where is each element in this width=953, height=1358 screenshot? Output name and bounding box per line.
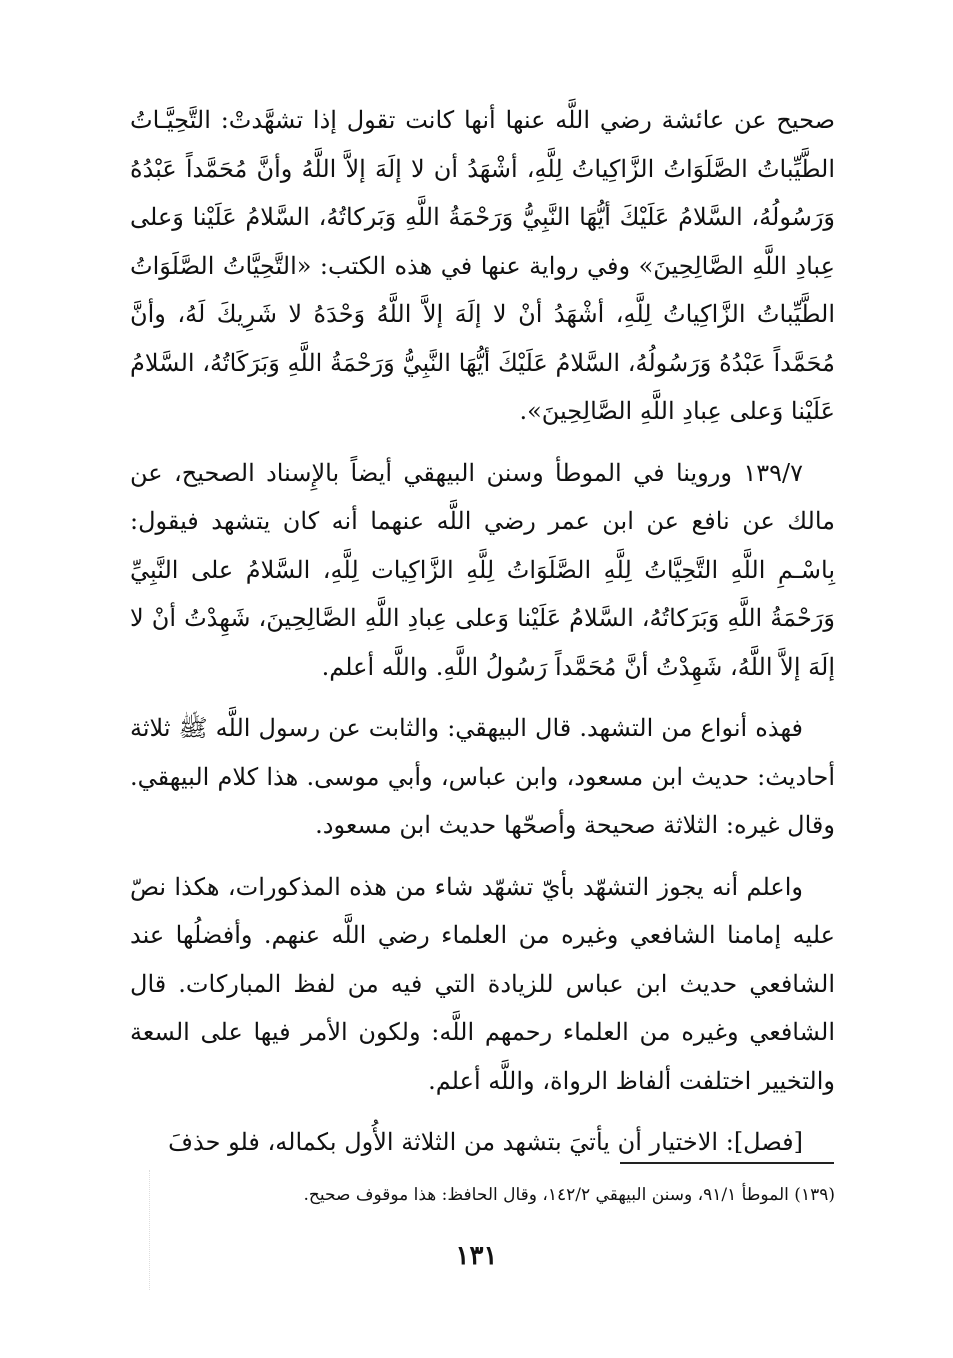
paragraph-types-of-tashahhud: فهذه أنواع من التشهد. قال البيهقي: والثابت عن رسول اللَّه ﷺ ثلاثة أحاديث: حديث ابن مسعود، وابن عباس، وأبي موسى. هذا كلام البيهقي. وقال غيره: الثلاثة صحيحة وأصحّها حديث ابن مسعود. — [130, 714, 835, 839]
paragraph-hadith-aisha: صحيح عن عائشة رضي اللَّه عنها أنها كانت تقول إذا تشهَّدتْ: التَّحِيَّـاتُ الطَّيِّباتُ الصَّلَوَاتُ الزَّاكِياتُ لِلَّهِ، أشْهَدُ أن لا إلَهَ إلاَّ اللَّهُ وأنَّ مُحَمَّداً عَبْدُهُ وَرَسُولُهُ، السَّلامُ عَلَيْكَ أيُّهَا النَّبِيُّ وَرَحْمَةُ اللَّهِ وَبَركاتُهُ، السَّلامُ عَلَيْنا وَعلى عِبادِ اللَّهِ الصَّالِحِينَ» وفي رواية عنها في هذه الكتب: «التَّحِيَّاتُ الصَّلَوَاتُ الطَّيِّباتُ الزَّاكِياتُ لِلَّهِ، أشْهَدُ أنْ لا إلَهَ إلاَّ اللَّهُ وَحْدَهُ لا شَرِيكَ لَهُ، وأنَّ مُحَمَّداً عَبْدُهُ وَرَسُولُهُ، السَّلامُ عَلَيْكَ أيُّهَا النَّبِيُّ وَرَحْمَةُ اللَّهِ وَبَرَكَاتُهُ، السَّلامُ عَلَيْنا وَعلى عِبادِ اللَّهِ الصَّالِحِينَ». — [130, 106, 835, 425]
paragraph-permissibility: واعلم أنه يجوز التشهّد بأيّ تشهّد شاء من هذه المذكورات، هكذا نصّ عليه إمامنا الشافعي وغيره من العلماء رضي اللَّه عنهم. وأفضلُها عند الشافعي حديث ابن عباس للزيادة التي فيه من لفظ المباركات. قال الشافعي وغيره من العلماء رحمهم اللَّه: ولكون الأمر فيها على السعة والتخيير اختلفت ألفاظ الرواة، واللَّه أعلم. — [130, 872, 836, 1095]
footnote-divider — [620, 1162, 834, 1164]
main-text — [130, 96, 835, 1167]
page-number: ١٣١ — [455, 1241, 498, 1271]
footnote: (١٣٩) الموطأ ٩١/١، وسنن البيهقي ١٤٢/٢، وقال الحافظ: هذا موقوف صحيح. — [303, 1185, 835, 1205]
paragraph-fasl: [فصل]: الاختيار أن يأتيَ بتشهد من الثلاثة الأُول بكماله، فلو حذفَ — [168, 1128, 803, 1156]
paragraph-hadith-139-7: ١٣٩/٧ وروينا في الموطأ وسنن البيهقي أيضاً بالإِسناد الصحيح، عن مالك عن نافع عن ابن عمر رضي اللَّه عنهما أنه كان يتشهد فيقول: بِاسْـمِ اللَّهِ التَّحِيَّاتُ لِلَّهِ الصَّلَوَاتُ لِلَّهِ الزَّاكِيات لِلَّهِ، السَّلامُ على النَّبِيِّ وَرَحْمَةُ اللَّهِ وَبَرَكاتُهُ، السَّلامُ عَلَيْنا وَعلى عِبادِ اللَّهِ الصَّالِحِينَ، شَهِدْتُ أنْ لا إلَهَ إلاَّ اللَّهُ، شَهِدْتُ أنَّ مُحَمَّداً رَسُولُ اللَّهِ. واللَّه أعلم. — [130, 458, 835, 681]
